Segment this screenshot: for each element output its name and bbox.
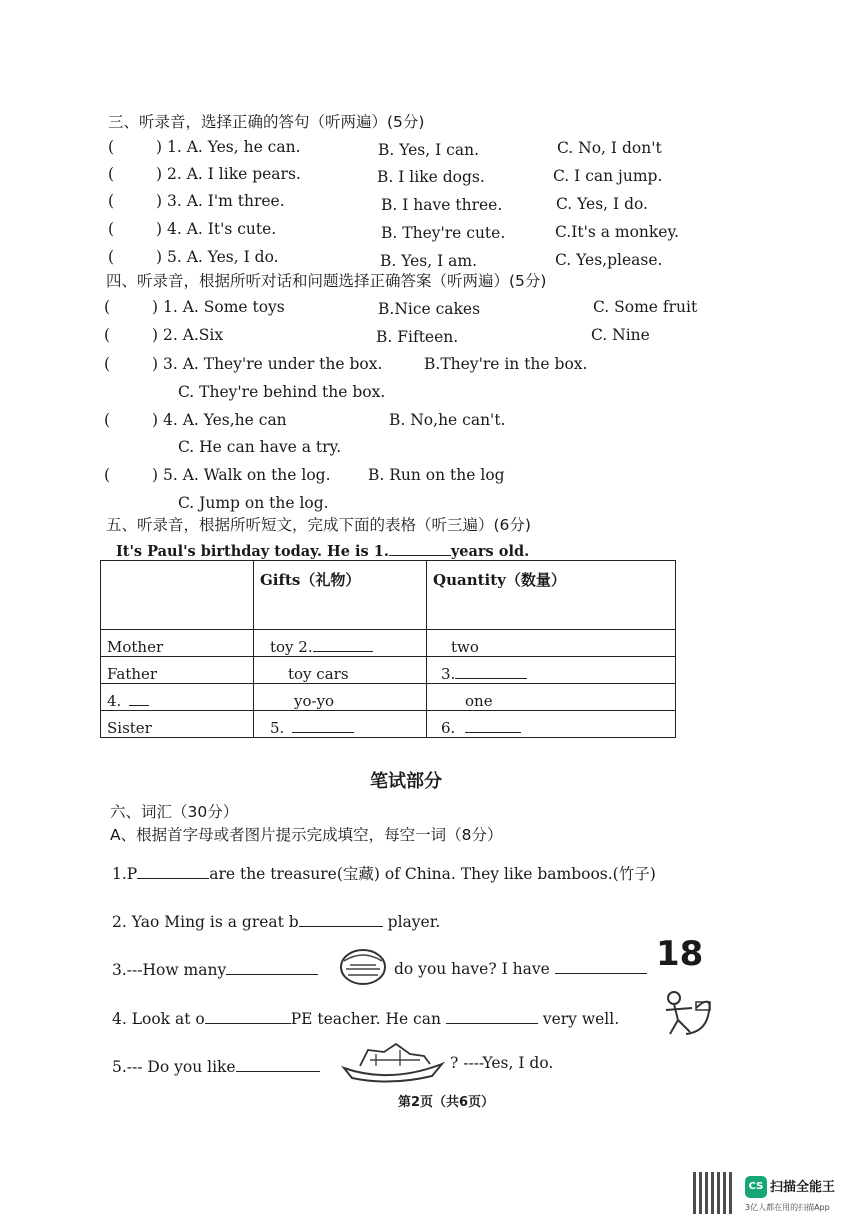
s3-q5-b: B. Yes, I am.	[380, 252, 478, 270]
table-cell-qty: two	[427, 630, 676, 657]
section5-intro: It's Paul's birthday today. He is 1. years old.	[116, 543, 530, 560]
table-header-quantity: Quantity（数量）	[427, 561, 676, 630]
s3-q5: ( ) 5. A. Yes, I do.	[108, 248, 279, 266]
vocab-q2: 2. Yao Ming is a great b player.	[112, 913, 441, 931]
s3-q3: ( ) 3. A. I'm three.	[108, 192, 285, 210]
cake-picture-icon	[338, 945, 388, 987]
table-header-gifts: Gifts（礼物）	[254, 561, 427, 630]
section6-partA: A、根据首字母或者图片提示完成填空，每空一词（8分）	[110, 826, 503, 844]
table-header-row	[101, 561, 676, 630]
s4-q2-c: C. Nine	[591, 326, 650, 344]
s4-q3-c: C. They're behind the box.	[178, 383, 386, 401]
gifts-table	[100, 560, 676, 738]
s3-q4: ( ) 4. A. It's cute.	[108, 220, 277, 238]
qr-code-icon	[693, 1172, 735, 1214]
page-number: 第2页（共6页）	[398, 1095, 495, 1110]
s4-q1-c: C. Some fruit	[593, 298, 698, 316]
vocab-q4: 4. Look at o PE teacher. He can very well.	[112, 1010, 620, 1028]
table-row	[101, 711, 676, 738]
camscanner-logo-icon: CS	[745, 1176, 767, 1198]
skipping-boy-picture-icon	[656, 988, 718, 1038]
ship-picture-icon	[340, 1040, 446, 1084]
section5-title: 五、听录音，根据所听短文，完成下面的表格（听三遍）(6分)	[106, 516, 531, 534]
table-cell-gift: toy cars	[254, 657, 427, 684]
section3-title: 三、听录音，选择正确的答句（听两遍）(5分)	[108, 113, 425, 131]
s3-q3-c: C. Yes, I do.	[556, 195, 648, 213]
s3-q1-b: B. Yes, I can.	[378, 141, 479, 159]
s4-q2-b: B. Fifteen.	[376, 328, 459, 346]
table-row	[101, 630, 676, 657]
s4-q3-b: B.They're in the box.	[424, 355, 588, 373]
s3-q5-c: C. Yes,please.	[555, 251, 663, 269]
s4-q1: ( ) 1. A. Some toys	[104, 298, 285, 316]
table-cell-who: Mother	[101, 630, 254, 657]
table-cell-who: Father	[101, 657, 254, 684]
table-cell-qty: 6.	[427, 711, 676, 738]
vocab-q1: 1.P are the treasure(宝藏) of China. They like bamboos.(竹子)	[112, 865, 656, 883]
s4-q4-c: C. He can have a try.	[178, 438, 342, 456]
s4-q5-c: C. Jump on the log.	[178, 494, 329, 512]
vocab-q3-b: do you have? I have	[394, 959, 647, 978]
table-header-empty	[101, 561, 254, 630]
s3-q4-b: B. They're cute.	[381, 224, 506, 242]
table-cell-gift: 5.	[254, 711, 427, 738]
s4-q5-b: B. Run on the log	[368, 466, 505, 484]
table-cell-qty: 3.	[427, 657, 676, 684]
s4-q2: ( ) 2. A.Six	[104, 326, 224, 344]
number-picture-18: 18	[656, 934, 704, 974]
table-row	[101, 657, 676, 684]
s3-q2-b: B. I like dogs.	[377, 168, 485, 186]
table-row	[101, 684, 676, 711]
table-cell-qty: one	[427, 684, 676, 711]
s3-q2: ( ) 2. A. I like pears.	[108, 165, 301, 183]
vocab-q3: 3.---How many	[112, 960, 318, 979]
camscanner-name: 扫描全能王	[770, 1180, 836, 1195]
s3-q1: ( ) 1. A. Yes, he can.	[108, 138, 301, 156]
written-title: 笔试部分	[370, 771, 442, 792]
section4-title: 四、听录音，根据所听对话和问题选择正确答案（听两遍）(5分)	[106, 272, 547, 290]
s4-q5: ( ) 5. A. Walk on the log.	[104, 466, 331, 484]
s4-q3: ( ) 3. A. They're under the box.	[104, 355, 383, 373]
table-cell-who: 4.	[101, 684, 254, 711]
section6-title: 六、词汇（30分）	[110, 803, 239, 821]
table-cell-gift: yo-yo	[254, 684, 427, 711]
s3-q1-c: C. No, I don't	[557, 139, 662, 157]
s3-q2-c: C. I can jump.	[553, 167, 663, 185]
vocab-q5: 5.--- Do you like	[112, 1057, 320, 1076]
vocab-q5-b: ? ----Yes, I do.	[450, 1054, 554, 1072]
table-cell-who: Sister	[101, 711, 254, 738]
s4-q4-b: B. No,he can't.	[389, 411, 506, 429]
table-cell-gift: toy 2.	[254, 630, 427, 657]
s4-q4: ( ) 4. A. Yes,he can	[104, 411, 287, 429]
s4-q1-b: B.Nice cakes	[378, 300, 481, 318]
camscanner-tagline: 3亿人都在用的扫描App	[745, 1203, 830, 1212]
s3-q4-c: C.It's a monkey.	[555, 223, 680, 241]
s3-q3-b: B. I have three.	[381, 196, 503, 214]
